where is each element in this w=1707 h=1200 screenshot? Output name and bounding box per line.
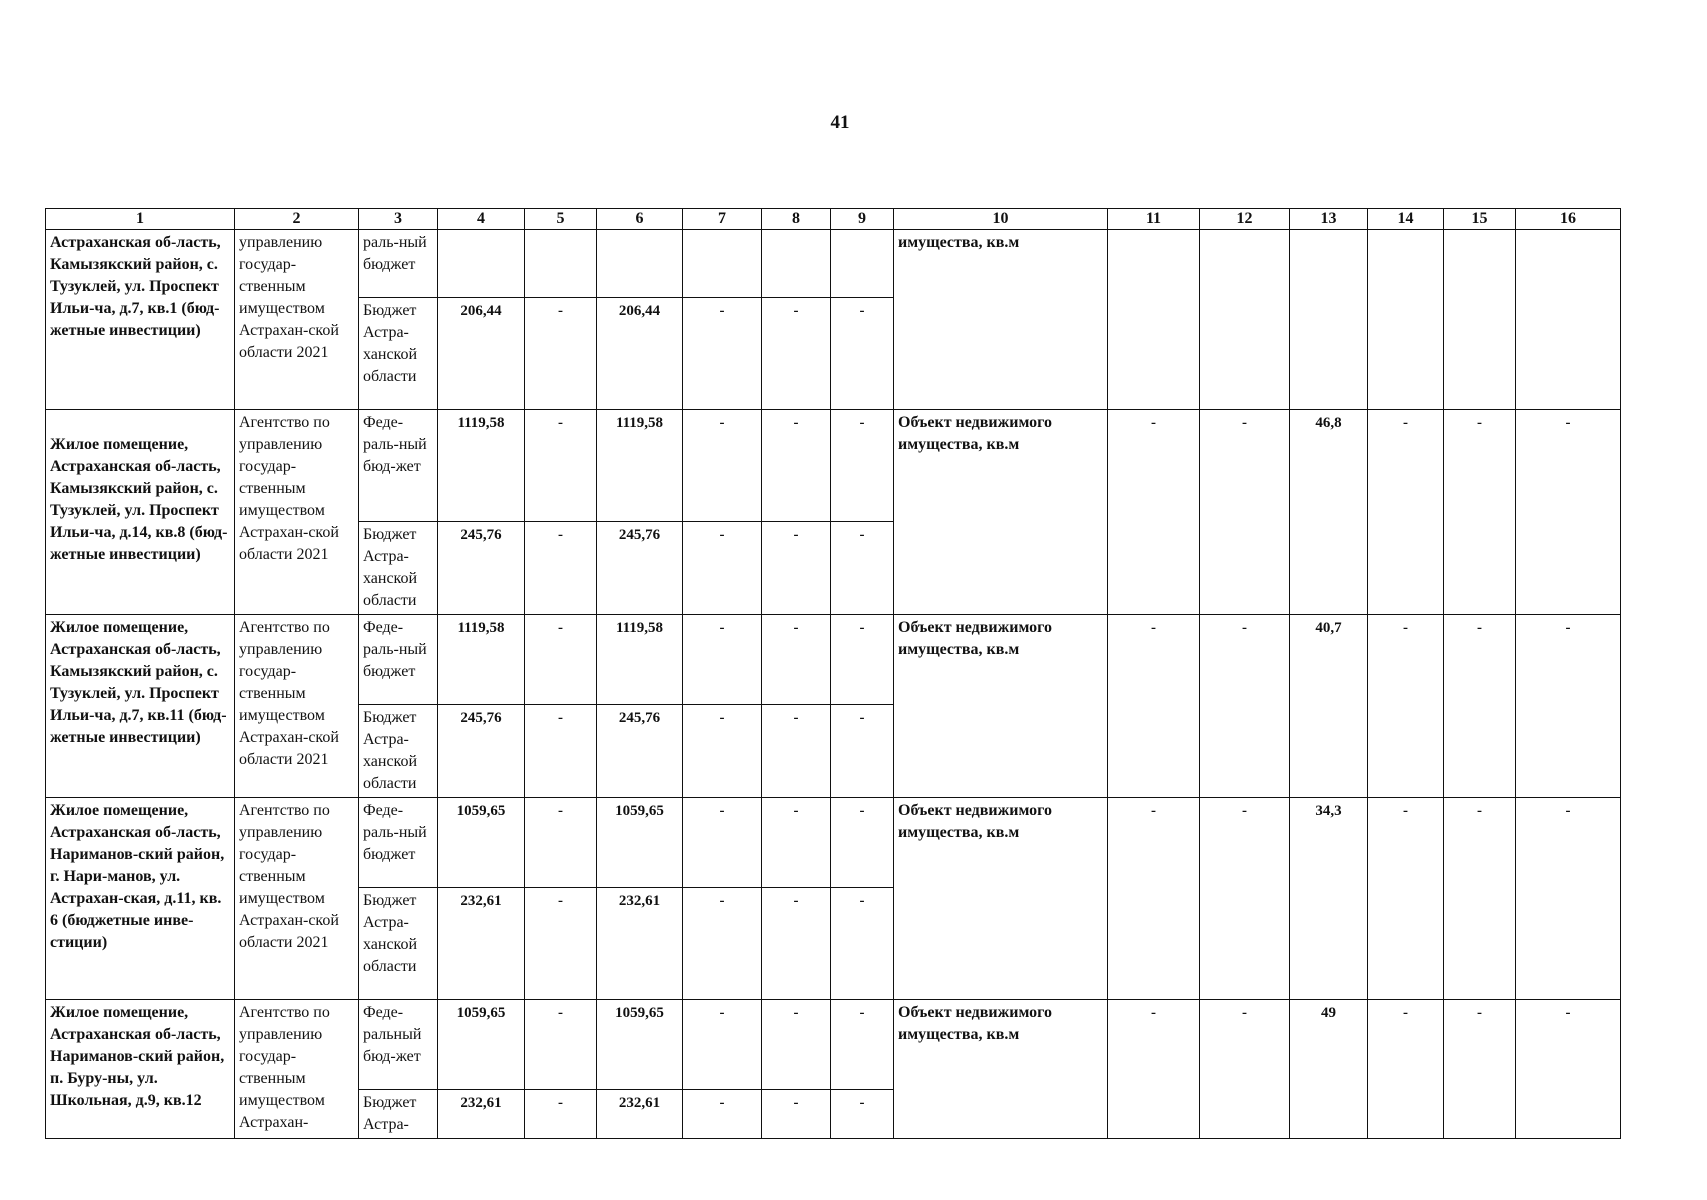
value-cell xyxy=(1516,230,1621,410)
value-cell: - xyxy=(762,798,831,888)
value-cell: - xyxy=(831,522,894,615)
value-cell: - xyxy=(1368,1000,1444,1139)
object-cell: Жилое помещение, Астраханская об-ласть, Камызякский район, с. Тузуклей, ул. Проспект Ильи-ча, д.14, кв.8 (бюд-жетные инвестиции) xyxy=(46,410,235,615)
value-cell: - xyxy=(831,410,894,522)
header-cell: 5 xyxy=(525,209,597,230)
value-cell: - xyxy=(683,888,762,1000)
value-cell xyxy=(438,230,525,298)
table-row xyxy=(46,230,1621,298)
value-cell: - xyxy=(525,522,597,615)
value-cell: 1119,58 xyxy=(438,410,525,522)
value-cell: 1119,58 xyxy=(597,410,683,522)
agency-cell: Агентство по управлению государ-ственным имуществом Астрахан-ской области 2021 xyxy=(235,798,359,1000)
value-cell: - xyxy=(525,888,597,1000)
value-cell: - xyxy=(831,615,894,705)
value-cell xyxy=(597,230,683,298)
value-cell: - xyxy=(683,298,762,410)
value-cell: - xyxy=(1516,615,1621,798)
value-cell: - xyxy=(683,1090,762,1139)
table-row xyxy=(46,1000,1621,1090)
indicator-cell: Объект недвижимого имущества, кв.м xyxy=(894,615,1108,798)
indicator-cell: Объект недвижимого имущества, кв.м xyxy=(894,798,1108,1000)
value-cell: - xyxy=(831,1090,894,1139)
value-cell: 245,76 xyxy=(597,705,683,798)
value-cell: - xyxy=(762,1090,831,1139)
indicator-cell: Объект недвижимого имущества, кв.м xyxy=(894,410,1108,615)
value-cell: - xyxy=(683,705,762,798)
funding-source-cell: Бюджет Астра-ханской области xyxy=(359,888,438,1000)
header-cell: 10 xyxy=(894,209,1108,230)
funding-source-cell: Бюджет Астра-ханской области xyxy=(359,522,438,615)
value-cell: - xyxy=(762,410,831,522)
header-cell: 1 xyxy=(46,209,235,230)
header-cell: 12 xyxy=(1200,209,1290,230)
value-cell: 232,61 xyxy=(597,888,683,1000)
header-cell: 11 xyxy=(1108,209,1200,230)
value-cell: - xyxy=(1200,798,1290,1000)
indicator-cell: Объект недвижимого имущества, кв.м xyxy=(894,1000,1108,1139)
agency-cell: Агентство по управлению государ-ственным имуществом Астрахан-ской области 2021 xyxy=(235,410,359,615)
indicator-cell: имущества, кв.м xyxy=(894,230,1108,410)
value-cell xyxy=(1108,230,1200,410)
value-cell: - xyxy=(1108,410,1200,615)
agency-cell: Агентство по управлению государ-ственным имуществом Астрахан-ской области 2021 xyxy=(235,615,359,798)
funding-source-cell: Феде-раль-ный бюд-жет xyxy=(359,410,438,522)
table-row xyxy=(46,615,1621,705)
value-cell: - xyxy=(831,298,894,410)
value-cell: - xyxy=(1368,798,1444,1000)
value-cell: - xyxy=(762,298,831,410)
value-cell: 49 xyxy=(1290,1000,1368,1139)
header-cell: 6 xyxy=(597,209,683,230)
header-cell: 4 xyxy=(438,209,525,230)
funding-source-cell: Феде-раль-ный бюджет xyxy=(359,798,438,888)
value-cell: - xyxy=(831,1000,894,1090)
object-cell: Жилое помещение, Астраханская об-ласть, Камызякский район, с. Тузуклей, ул. Проспект Ильи-ча, д.7, кв.11 (бюд-жетные инвестиции) xyxy=(46,615,235,798)
value-cell: - xyxy=(762,888,831,1000)
value-cell: - xyxy=(762,615,831,705)
value-cell: 245,76 xyxy=(438,705,525,798)
value-cell xyxy=(525,230,597,298)
value-cell: 34,3 xyxy=(1290,798,1368,1000)
value-cell: 232,61 xyxy=(438,1090,525,1139)
value-cell: - xyxy=(525,1090,597,1139)
value-cell: 40,7 xyxy=(1290,615,1368,798)
agency-cell: Агентство по управлению государ-ственным имуществом Астрахан- xyxy=(235,1000,359,1139)
funding-source-cell: Бюджет Астра- xyxy=(359,1090,438,1139)
value-cell: - xyxy=(1108,1000,1200,1139)
value-cell: - xyxy=(683,522,762,615)
value-cell: - xyxy=(525,615,597,705)
value-cell: - xyxy=(525,798,597,888)
value-cell: - xyxy=(683,410,762,522)
value-cell: 232,61 xyxy=(438,888,525,1000)
value-cell xyxy=(762,230,831,298)
table-row xyxy=(46,410,1621,522)
value-cell: - xyxy=(525,298,597,410)
value-cell: - xyxy=(1200,615,1290,798)
value-cell: 232,61 xyxy=(597,1090,683,1139)
value-cell: - xyxy=(683,798,762,888)
value-cell: - xyxy=(683,1000,762,1090)
header-cell: 9 xyxy=(831,209,894,230)
value-cell: - xyxy=(831,888,894,1000)
value-cell: 206,44 xyxy=(438,298,525,410)
object-cell: Астраханская об-ласть, Камызякский район, с. Тузуклей, ул. Проспект Ильи-ча, д.7, кв.1 (бюд-жетные инвестиции) xyxy=(46,230,235,410)
value-cell: - xyxy=(683,615,762,705)
header-cell: 13 xyxy=(1290,209,1368,230)
value-cell: - xyxy=(1200,1000,1290,1139)
value-cell: - xyxy=(1368,410,1444,615)
value-cell: 206,44 xyxy=(597,298,683,410)
value-cell: 1059,65 xyxy=(597,798,683,888)
object-cell: Жилое помещение, Астраханская об-ласть, Нариманов-ский район, г. Нари-манов, ул. Астрахан-ская, д.11, кв. 6 (бюджетные инве-стиции) xyxy=(46,798,235,1000)
value-cell: - xyxy=(831,798,894,888)
funding-source-cell: раль-ный бюджет xyxy=(359,230,438,298)
value-cell: 1059,65 xyxy=(438,1000,525,1090)
header-cell: 16 xyxy=(1516,209,1621,230)
value-cell: 1059,65 xyxy=(597,1000,683,1090)
value-cell: - xyxy=(525,410,597,522)
value-cell xyxy=(831,230,894,298)
header-cell: 8 xyxy=(762,209,831,230)
value-cell: - xyxy=(762,1000,831,1090)
table-row xyxy=(46,798,1621,888)
value-cell: - xyxy=(1516,1000,1621,1139)
value-cell: - xyxy=(1444,410,1516,615)
value-cell xyxy=(683,230,762,298)
value-cell: - xyxy=(1444,615,1516,798)
funding-source-cell: Феде-ральный бюд-жет xyxy=(359,1000,438,1090)
funding-source-cell: Феде-раль-ный бюджет xyxy=(359,615,438,705)
agency-cell: управлению государ-ственным имуществом Астрахан-ской области 2021 xyxy=(235,230,359,410)
value-cell: - xyxy=(831,705,894,798)
page-number: 41 xyxy=(830,112,850,133)
value-cell xyxy=(1200,230,1290,410)
header-cell: 3 xyxy=(359,209,438,230)
value-cell: - xyxy=(525,1000,597,1090)
value-cell: 245,76 xyxy=(438,522,525,615)
value-cell: - xyxy=(525,705,597,798)
value-cell: - xyxy=(1368,615,1444,798)
value-cell: - xyxy=(1444,798,1516,1000)
header-cell: 2 xyxy=(235,209,359,230)
value-cell: - xyxy=(1108,615,1200,798)
funding-source-cell: Бюджет Астра-ханской области xyxy=(359,705,438,798)
value-cell: - xyxy=(1516,410,1621,615)
value-cell xyxy=(1444,230,1516,410)
header-row xyxy=(46,209,1621,230)
value-cell: 46,8 xyxy=(1290,410,1368,615)
value-cell xyxy=(1290,230,1368,410)
budget-table xyxy=(45,208,1621,1139)
header-cell: 14 xyxy=(1368,209,1444,230)
value-cell: 1059,65 xyxy=(438,798,525,888)
value-cell: - xyxy=(762,705,831,798)
value-cell: 1119,58 xyxy=(597,615,683,705)
value-cell: 245,76 xyxy=(597,522,683,615)
object-cell: Жилое помещение, Астраханская об-ласть, Нариманов-ский район, п. Буру-ны, ул. Школьная, д.9, кв.12 xyxy=(46,1000,235,1139)
value-cell: - xyxy=(1108,798,1200,1000)
value-cell xyxy=(1368,230,1444,410)
header-cell: 7 xyxy=(683,209,762,230)
value-cell: - xyxy=(1444,1000,1516,1139)
funding-source-cell: Бюджет Астра-ханской области xyxy=(359,298,438,410)
value-cell: - xyxy=(1200,410,1290,615)
value-cell: 1119,58 xyxy=(438,615,525,705)
value-cell: - xyxy=(762,522,831,615)
header-cell: 15 xyxy=(1444,209,1516,230)
value-cell: - xyxy=(1516,798,1621,1000)
